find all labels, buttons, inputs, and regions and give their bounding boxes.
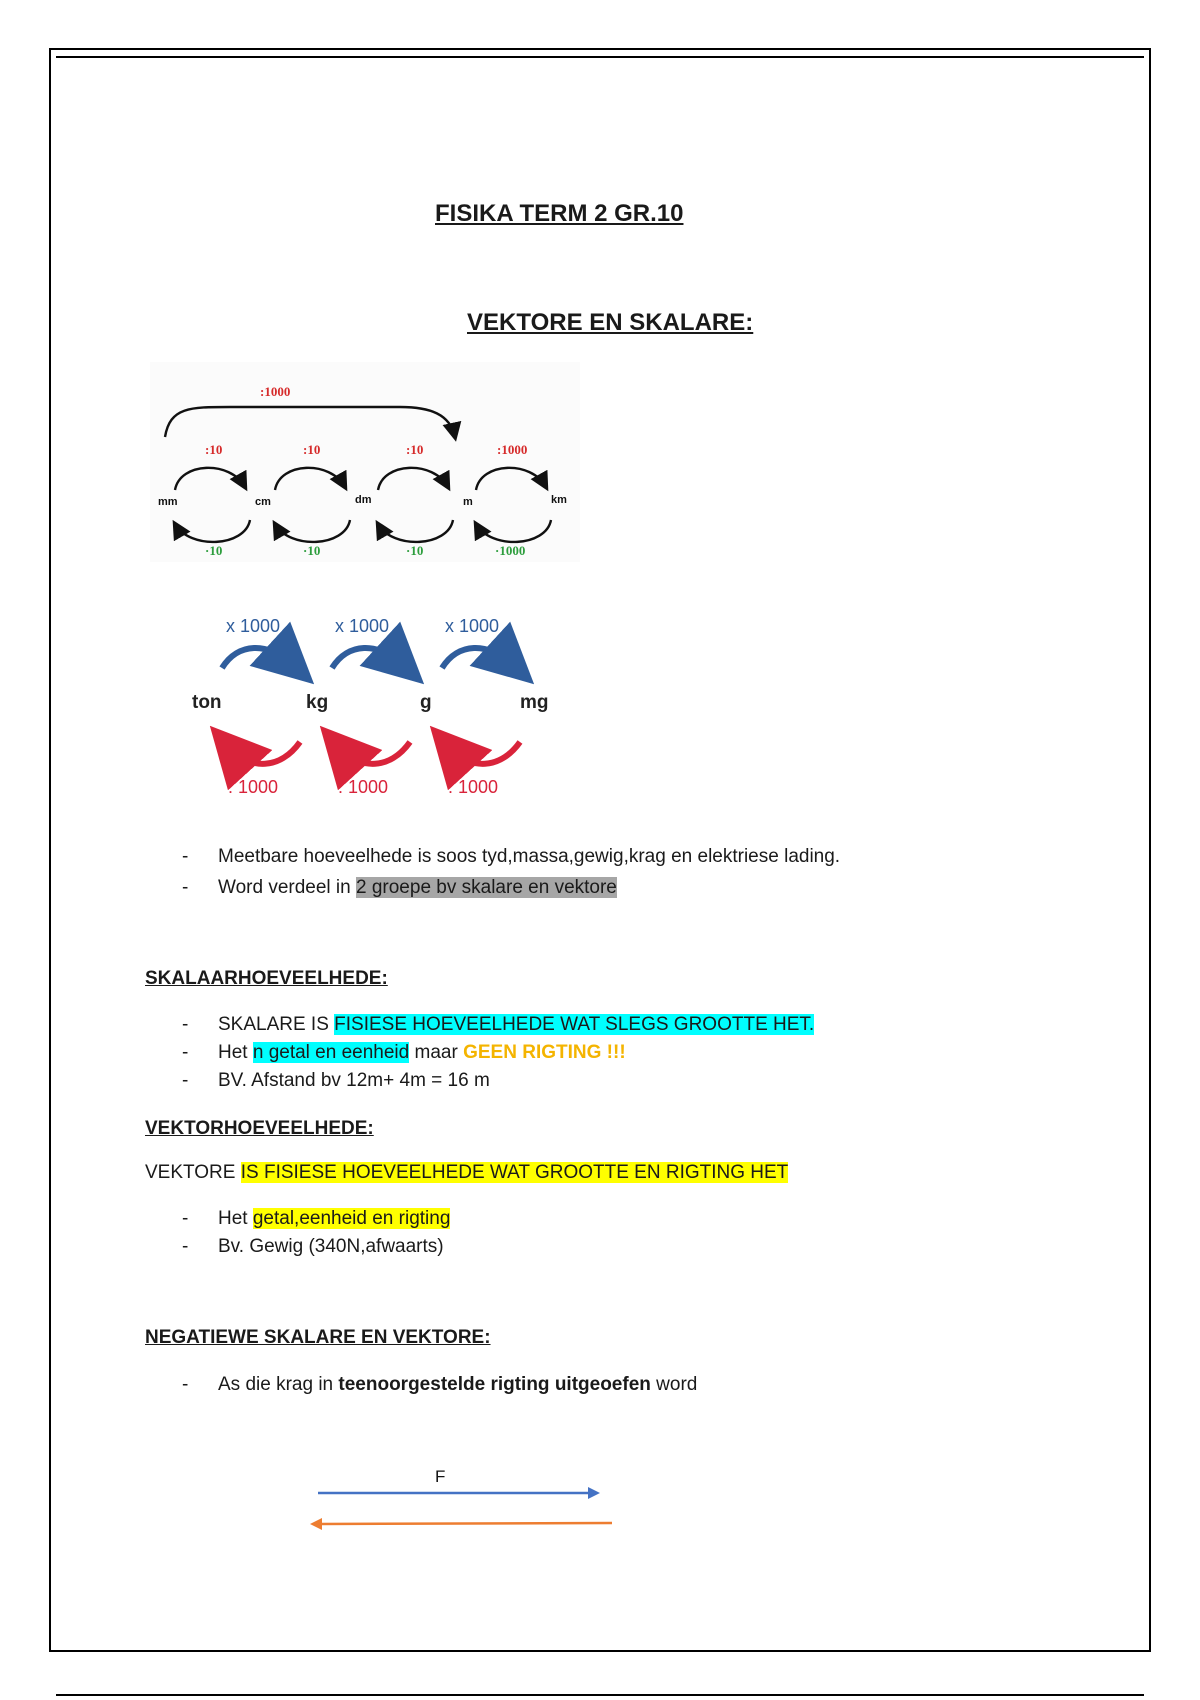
unit-km: km bbox=[551, 494, 567, 506]
unit-g: g bbox=[420, 692, 432, 713]
vector-bullet-1-highlight: getal,eenheid en rigting bbox=[252, 1208, 451, 1229]
unit-dm: dm bbox=[355, 494, 372, 506]
force-vectors-diagram bbox=[300, 1460, 630, 1540]
vector-definition-text: VEKTORE bbox=[145, 1162, 241, 1183]
scalar-bullet-1-highlight: FISIESE HOEVEELHEDE WAT SLEGS GROOTTE HET. bbox=[334, 1014, 815, 1035]
intro-bullet-2: - Word verdeel in 2 groepe bv skalare en vektore bbox=[182, 877, 617, 898]
intro-bullet-1-text: Meetbare hoeveelhede is soos tyd,massa,gewig,krag en elektriese lading. bbox=[218, 846, 841, 867]
vector-bullet-2: - Bv. Gewig (340N,afwaarts) bbox=[182, 1236, 444, 1257]
mass-top-op-1: x 1000 bbox=[226, 616, 281, 636]
unit-kg: kg bbox=[306, 692, 329, 713]
bottom-op-2: ·10 bbox=[303, 543, 321, 558]
scalar-bullet-3: - BV. Afstand bv 12m+ 4m = 16 m bbox=[182, 1070, 490, 1091]
unit-mm: mm bbox=[158, 496, 178, 508]
scalar-bullet-2-text-a: Het bbox=[218, 1042, 253, 1063]
mass-conversion-diagram bbox=[180, 612, 570, 802]
scalar-bullet-1-text: SKALARE IS bbox=[218, 1014, 335, 1035]
document-title: FISIKA TERM 2 GR.10 bbox=[435, 200, 684, 227]
negative-bullet-1-text-b: word bbox=[650, 1374, 698, 1395]
scalar-bullet-2: - Het n getal en eenheid maar GEEN RIGTING !!! bbox=[182, 1042, 626, 1063]
negative-heading: NEGATIEWE SKALARE EN VEKTORE: bbox=[145, 1327, 491, 1348]
mass-top-op-3: x 1000 bbox=[445, 616, 500, 636]
top-rule bbox=[56, 56, 1144, 58]
mass-bottom-op-2: : 1000 bbox=[338, 777, 389, 797]
vector-heading: VEKTORHOEVEELHEDE: bbox=[145, 1118, 374, 1139]
unit-cm: cm bbox=[255, 496, 271, 508]
top-op-1: :10 bbox=[205, 442, 223, 457]
scalar-bullet-3-text: BV. Afstand bv 12m+ 4m = 16 m bbox=[218, 1070, 490, 1091]
intro-bullet-2-text: Word verdeel in bbox=[218, 877, 356, 898]
vector-bullet-1-text: Het bbox=[218, 1208, 253, 1229]
top-op-4: :1000 bbox=[497, 442, 528, 457]
section-title: VEKTORE EN SKALARE: bbox=[467, 309, 754, 336]
negative-bullet-1-bold: teenoorgestelde rigting uitgeoefen bbox=[338, 1374, 651, 1395]
unit-mg: mg bbox=[520, 692, 549, 713]
bottom-op-3: ·10 bbox=[406, 543, 424, 558]
no-direction-warning: GEEN RIGTING !!! bbox=[463, 1042, 626, 1063]
mass-bottom-op-1: : 1000 bbox=[228, 777, 279, 797]
negative-bullet-1: - As die krag in teenoorgestelde rigting uitgeoefen word bbox=[182, 1374, 698, 1395]
scalar-bullet-1: - SKALARE IS FISIESE HOEVEELHEDE WAT SLEGS GROOTTE HET. bbox=[182, 1014, 815, 1035]
top-op-3: :10 bbox=[406, 442, 424, 457]
mass-top-op-2: x 1000 bbox=[335, 616, 390, 636]
force-arrow-left bbox=[320, 1523, 612, 1524]
vector-bullet-1: - Het getal,eenheid en rigting bbox=[182, 1208, 451, 1229]
intro-bullet-1: - Meetbare hoeveelhede is soos tyd,massa,gewig,krag en elektriese lading. bbox=[182, 846, 841, 867]
force-arrow-right-head bbox=[588, 1487, 600, 1499]
vector-definition-highlight: IS FISIESE HOEVEELHEDE WAT GROOTTE EN RIGTING HET bbox=[240, 1162, 789, 1183]
bottom-rule bbox=[56, 1694, 1144, 1696]
vector-bullet-2-text: Bv. Gewig (340N,afwaarts) bbox=[218, 1236, 444, 1257]
long-top-label: :1000 bbox=[260, 384, 291, 399]
intro-bullet-2-highlight: 2 groepe bv skalare en vektore bbox=[356, 877, 617, 898]
negative-bullet-1-text-a: As die krag in bbox=[218, 1374, 339, 1395]
bottom-op-4: ·1000 bbox=[495, 543, 526, 558]
force-label: F bbox=[435, 1467, 446, 1486]
unit-ton: ton bbox=[192, 692, 222, 713]
bottom-op-1: ·10 bbox=[205, 543, 223, 558]
length-conversion-diagram bbox=[150, 362, 580, 562]
unit-m: m bbox=[463, 496, 473, 508]
mass-bottom-op-3: : 1000 bbox=[448, 777, 499, 797]
scalar-bullet-2-highlight: n getal en eenheid bbox=[252, 1042, 410, 1063]
vector-definition bbox=[145, 1162, 788, 1184]
scalar-bullet-2-text-b: maar bbox=[409, 1042, 464, 1063]
scalar-heading: SKALAARHOEVEELHEDE: bbox=[145, 968, 388, 989]
force-arrow-left-head bbox=[310, 1518, 322, 1530]
top-op-2: :10 bbox=[303, 442, 321, 457]
